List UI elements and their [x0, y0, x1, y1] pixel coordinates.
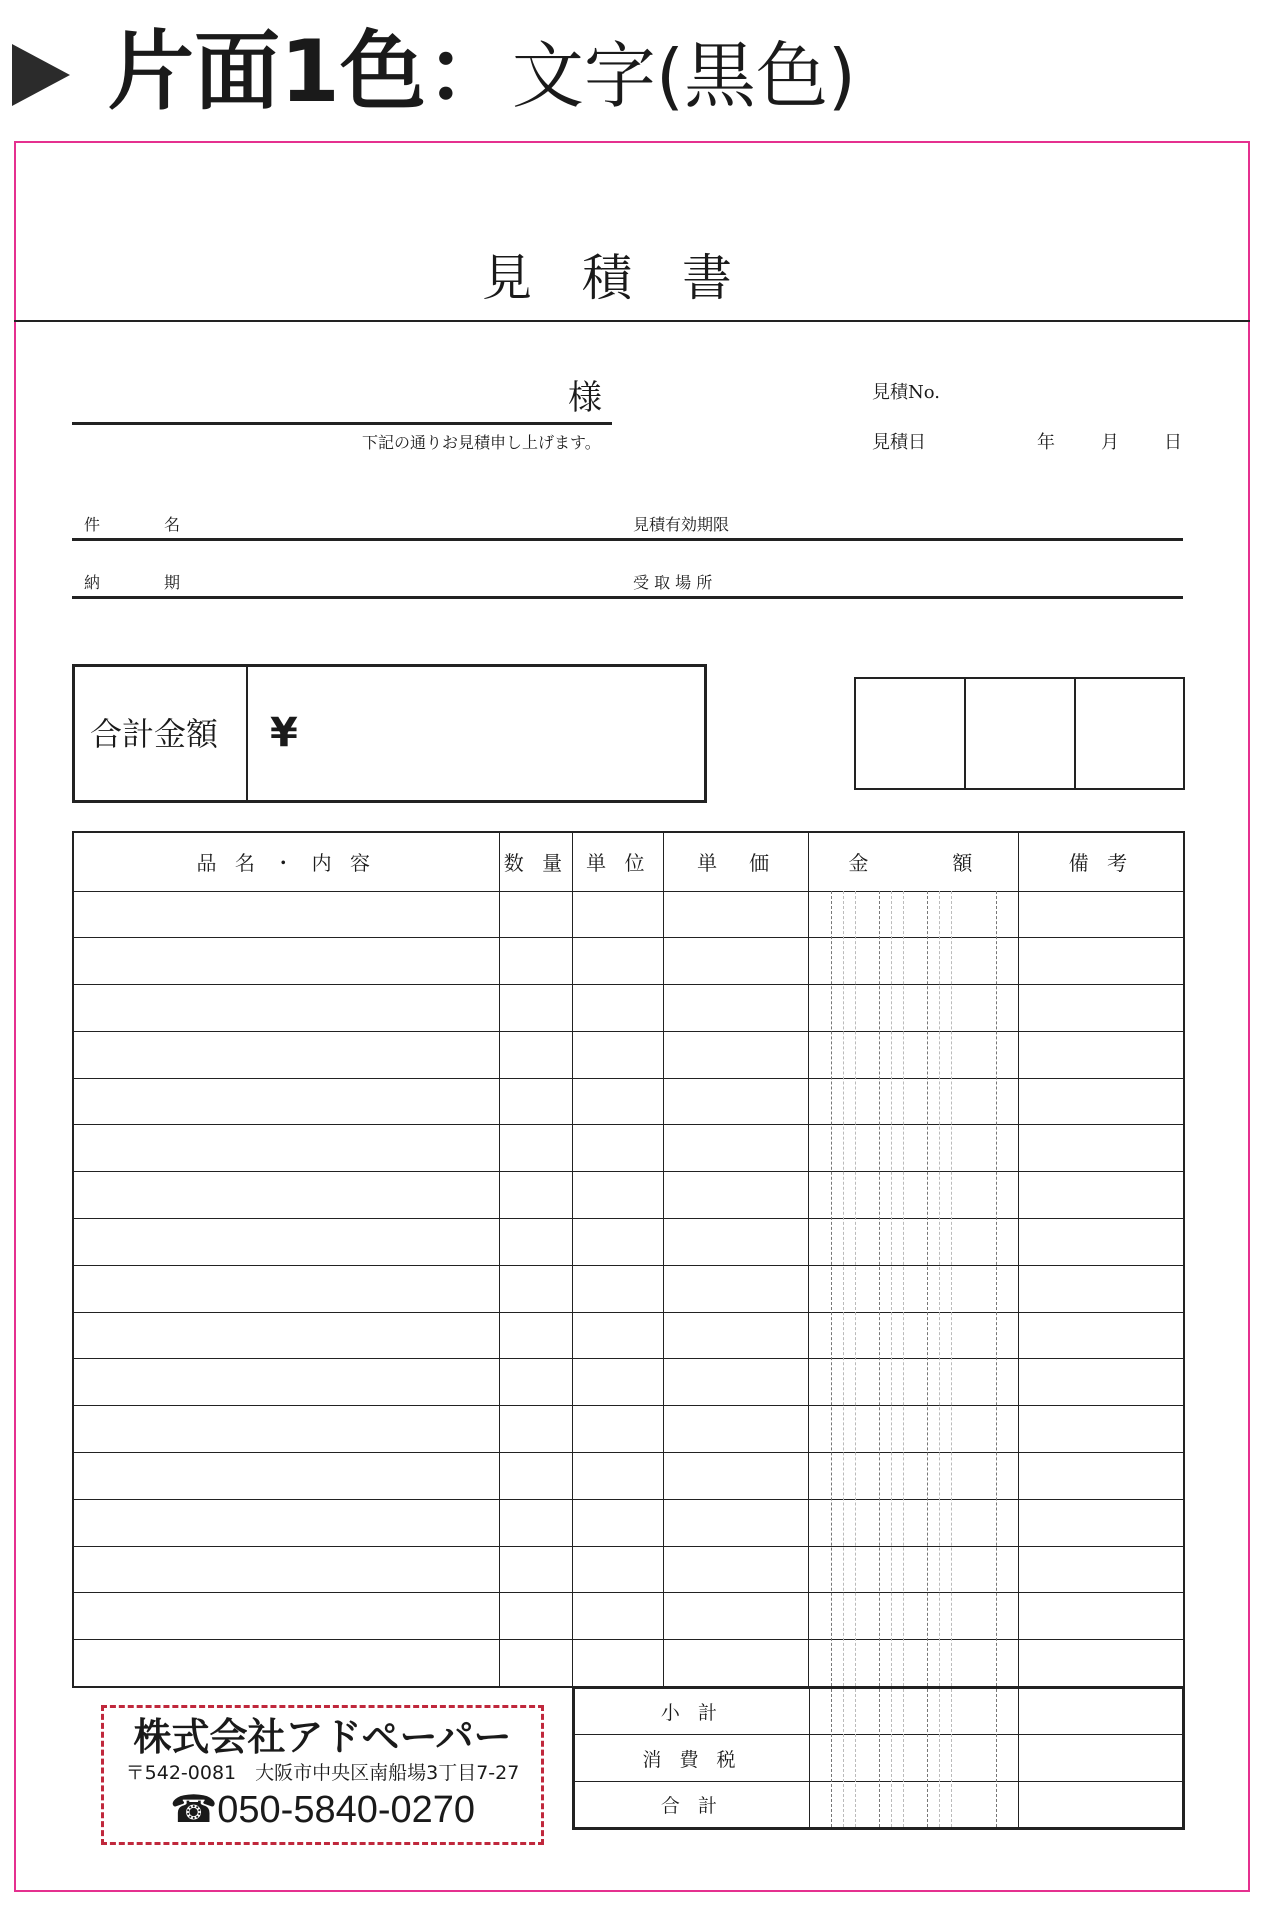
table-cell[interactable]	[499, 1546, 573, 1593]
greeting-text: 下記の通りお見積申し上げます。	[362, 433, 601, 452]
table-cell[interactable]	[664, 1125, 809, 1172]
table-cell[interactable]	[664, 1640, 809, 1687]
table-cell[interactable]	[664, 1078, 809, 1125]
table-cell[interactable]	[499, 891, 573, 938]
table-cell[interactable]	[499, 985, 573, 1032]
table-cell[interactable]	[499, 1031, 573, 1078]
table-cell[interactable]	[499, 1312, 573, 1359]
items-table	[72, 831, 1185, 1688]
table-cell[interactable]	[73, 1359, 499, 1406]
table-cell[interactable]	[664, 1593, 809, 1640]
company-phone: 050-5840-0270	[217, 1789, 476, 1831]
table-cell[interactable]	[1018, 1172, 1184, 1219]
table-cell[interactable]	[573, 1219, 664, 1266]
tax-label: 消 費 税	[574, 1735, 810, 1782]
table-cell[interactable]	[1018, 1406, 1184, 1453]
table-cell[interactable]	[664, 1546, 809, 1593]
company-address: 〒542-0081 大阪市中央区南船場3丁目7-27	[125, 1762, 520, 1784]
table-cell[interactable]	[73, 891, 499, 938]
table-cell[interactable]	[664, 985, 809, 1032]
header-item: 品 名 ・ 内 容	[73, 832, 499, 891]
stamp-divider	[1074, 679, 1076, 788]
table-cell[interactable]	[73, 1172, 499, 1219]
table-cell[interactable]	[499, 1359, 573, 1406]
table-cell[interactable]	[664, 1359, 809, 1406]
stamp-divider	[964, 679, 966, 788]
table-cell[interactable]	[573, 1593, 664, 1640]
table-cell[interactable]	[573, 1031, 664, 1078]
table-cell[interactable]	[664, 1499, 809, 1546]
table-cell[interactable]	[499, 1265, 573, 1312]
table-cell[interactable]	[664, 891, 809, 938]
table-cell[interactable]	[664, 938, 809, 985]
table-cell[interactable]	[73, 1031, 499, 1078]
table-cell[interactable]	[73, 1546, 499, 1593]
page-heading	[108, 22, 856, 126]
table-cell[interactable]	[1018, 1078, 1184, 1125]
grand-total-label: 合 計	[574, 1782, 810, 1829]
table-cell[interactable]	[1018, 1593, 1184, 1640]
header-unit: 単 位	[573, 832, 664, 891]
table-cell[interactable]	[499, 1219, 573, 1266]
table-cell[interactable]	[573, 938, 664, 985]
table-cell[interactable]	[1018, 1312, 1184, 1359]
table-cell[interactable]	[1018, 1359, 1184, 1406]
table-cell[interactable]	[573, 1359, 664, 1406]
table-cell[interactable]	[73, 1219, 499, 1266]
estimate-date-label: 見積日	[872, 432, 926, 453]
table-header-row	[73, 832, 1184, 891]
triangle-arrow-icon	[12, 44, 70, 106]
validity-label: 見積有効期限	[633, 515, 730, 534]
table-cell[interactable]	[499, 1593, 573, 1640]
table-cell[interactable]	[499, 1406, 573, 1453]
table-cell[interactable]	[1018, 1125, 1184, 1172]
title-divider	[14, 320, 1250, 322]
table-cell[interactable]	[573, 891, 664, 938]
table-cell[interactable]	[73, 1312, 499, 1359]
company-name: 株式会社アドペーパー	[133, 1715, 512, 1759]
table-cell[interactable]	[573, 1078, 664, 1125]
subject-line	[72, 538, 1183, 541]
table-cell[interactable]	[573, 1640, 664, 1687]
table-cell[interactable]	[73, 938, 499, 985]
delivery-label: 納 期	[84, 573, 181, 592]
yen-symbol: ¥	[270, 710, 298, 756]
table-cell[interactable]	[664, 1219, 809, 1266]
heading-sub: 文字(黒色)	[511, 34, 857, 118]
subject-label: 件 名	[84, 515, 181, 534]
company-phone-line	[104, 1786, 541, 1834]
table-cell[interactable]	[573, 1546, 664, 1593]
header-qty: 数 量	[499, 832, 573, 891]
table-cell[interactable]	[73, 1078, 499, 1125]
table-cell[interactable]	[73, 1265, 499, 1312]
table-cell[interactable]	[499, 1499, 573, 1546]
table-cell[interactable]	[573, 1125, 664, 1172]
table-cell[interactable]	[573, 1265, 664, 1312]
table-cell[interactable]	[573, 985, 664, 1032]
table-cell[interactable]	[664, 1265, 809, 1312]
header-price: 単 価	[664, 832, 809, 891]
table-cell[interactable]	[664, 1406, 809, 1453]
total-amount-label: 合計金額	[90, 715, 219, 753]
summary-digit-guides	[808, 1689, 1018, 1827]
month-label: 月	[1101, 432, 1119, 453]
table-cell[interactable]	[664, 1172, 809, 1219]
table-cell[interactable]	[1018, 985, 1184, 1032]
table-cell[interactable]	[573, 1499, 664, 1546]
table-cell[interactable]	[1018, 1640, 1184, 1687]
table-cell[interactable]	[1018, 1265, 1184, 1312]
amount-digit-guides	[808, 891, 1018, 1686]
table-cell[interactable]	[664, 1031, 809, 1078]
table-cell[interactable]	[573, 1172, 664, 1219]
table-cell[interactable]	[1018, 938, 1184, 985]
delivery-line	[72, 596, 1183, 599]
table-cell[interactable]	[499, 1078, 573, 1125]
table-cell[interactable]	[499, 1172, 573, 1219]
stamp-boxes	[854, 677, 1185, 790]
table-cell[interactable]	[573, 1406, 664, 1453]
table-cell[interactable]	[664, 1453, 809, 1500]
table-cell[interactable]	[73, 1453, 499, 1500]
table-cell[interactable]	[73, 1406, 499, 1453]
header-amount: 金 額	[809, 832, 1019, 891]
customer-line	[72, 422, 612, 425]
table-cell[interactable]	[499, 1640, 573, 1687]
table-cell[interactable]	[73, 1640, 499, 1687]
day-label: 日	[1164, 432, 1182, 453]
year-label: 年	[1037, 432, 1055, 453]
table-cell[interactable]	[499, 938, 573, 985]
table-cell[interactable]	[73, 1125, 499, 1172]
document-title: 見積書	[482, 249, 782, 307]
table-cell[interactable]	[664, 1312, 809, 1359]
table-cell[interactable]	[1018, 1546, 1184, 1593]
table-cell[interactable]	[73, 1499, 499, 1546]
estimate-no-label: 見積No.	[872, 382, 940, 403]
table-cell[interactable]	[73, 1593, 499, 1640]
total-divider	[246, 667, 248, 800]
phone-icon: ☎	[169, 1789, 218, 1831]
table-cell[interactable]	[499, 1453, 573, 1500]
table-cell[interactable]	[1018, 891, 1184, 938]
table-cell[interactable]	[1018, 1219, 1184, 1266]
table-cell[interactable]	[573, 1453, 664, 1500]
table-cell[interactable]	[1018, 1499, 1184, 1546]
table-cell[interactable]	[73, 985, 499, 1032]
subtotal-label: 小 計	[574, 1688, 810, 1735]
table-cell[interactable]	[1018, 1453, 1184, 1500]
table-cell[interactable]	[499, 1125, 573, 1172]
table-cell[interactable]	[1018, 1031, 1184, 1078]
place-label: 受 取 場 所	[633, 573, 713, 592]
customer-suffix: 様	[568, 378, 602, 418]
heading-main: 片面1色：	[108, 22, 512, 122]
company-stamp	[101, 1705, 544, 1845]
table-cell[interactable]	[573, 1312, 664, 1359]
header-notes: 備 考	[1018, 832, 1184, 891]
